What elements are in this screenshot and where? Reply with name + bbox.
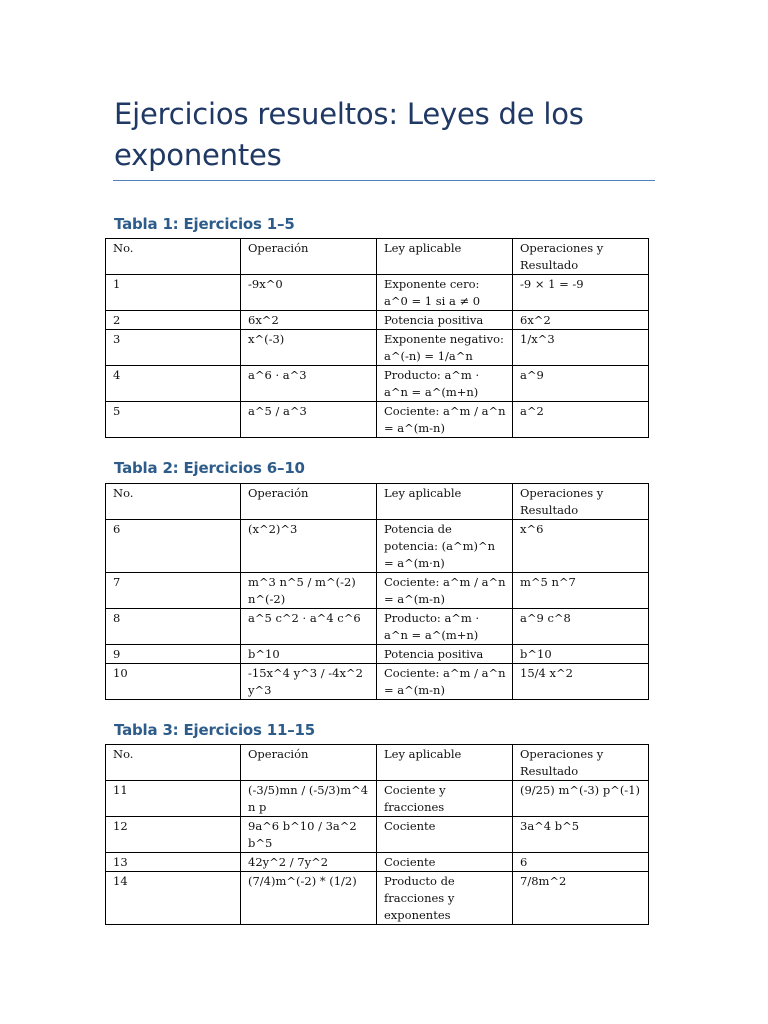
cell-no: 14: [106, 872, 241, 925]
cell-no: 9: [106, 645, 241, 664]
header-row: [106, 484, 649, 520]
table-row: [106, 664, 649, 700]
cell-no: 8: [106, 609, 241, 645]
cell-no: 12: [106, 817, 241, 853]
cell-resultado: a^2: [513, 402, 649, 438]
cell-operacion: m^3 n^5 / m^(-2) n^(-2): [241, 573, 377, 609]
header-cell-no: No.: [106, 239, 241, 275]
cell-resultado: (9/25) m^(-3) p^(-1): [513, 781, 649, 817]
header-cell-operacion: Operación: [241, 484, 377, 520]
cell-operacion: b^10: [241, 645, 377, 664]
header-cell-operacion: Operación: [241, 239, 377, 275]
cell-ley: Potencia positiva: [377, 645, 513, 664]
cell-ley: Producto: a^m · a^n = a^(m+n): [377, 609, 513, 645]
cell-resultado: a^9 c^8: [513, 609, 649, 645]
cell-operacion: a^6 · a^3: [241, 366, 377, 402]
cell-operacion: a^5 c^2 · a^4 c^6: [241, 609, 377, 645]
table-1-heading: Tabla 1: Ejercicios 1–5: [114, 215, 295, 233]
header-cell-ley: Ley aplicable: [377, 484, 513, 520]
cell-resultado: m^5 n^7: [513, 573, 649, 609]
cell-no: 5: [106, 402, 241, 438]
cell-operacion: a^5 / a^3: [241, 402, 377, 438]
table-row: [106, 645, 649, 664]
table-row: [106, 402, 649, 438]
table-row: [106, 330, 649, 366]
header-cell-resultado: Operaciones y Resultado: [513, 484, 649, 520]
cell-resultado: 6: [513, 853, 649, 872]
header-cell-ley: Ley aplicable: [377, 745, 513, 781]
cell-resultado: 7/8m^2: [513, 872, 649, 925]
header-cell-resultado: Operaciones y Resultado: [513, 745, 649, 781]
cell-operacion: (-3/5)mn / (-5/3)m^4 n p: [241, 781, 377, 817]
cell-operacion: -15x^4 y^3 / -4x^2 y^3: [241, 664, 377, 700]
header-cell-operacion: Operación: [241, 745, 377, 781]
table-row: [106, 311, 649, 330]
cell-operacion: (x^2)^3: [241, 520, 377, 573]
cell-ley: Producto de fracciones y exponentes: [377, 872, 513, 925]
table-2: [105, 483, 649, 700]
header-row: [106, 745, 649, 781]
cell-operacion: (7/4)m^(-2) * (1/2): [241, 872, 377, 925]
cell-ley: Cociente: a^m / a^n = a^(m-n): [377, 402, 513, 438]
cell-no: 1: [106, 275, 241, 311]
table-row: [106, 366, 649, 402]
table-row: [106, 781, 649, 817]
table-3-heading: Tabla 3: Ejercicios 11–15: [114, 721, 316, 739]
cell-operacion: -9x^0: [241, 275, 377, 311]
cell-ley: Cociente: a^m / a^n = a^(m-n): [377, 573, 513, 609]
cell-no: 7: [106, 573, 241, 609]
cell-no: 2: [106, 311, 241, 330]
header-row: [106, 239, 649, 275]
cell-resultado: a^9: [513, 366, 649, 402]
cell-ley: Cociente: [377, 853, 513, 872]
page-title: Ejercicios resueltos: Leyes de los exponentes: [114, 97, 584, 172]
cell-ley: Potencia de potencia: (a^m)^n = a^(m·n): [377, 520, 513, 573]
table-row: [106, 573, 649, 609]
table-row: [106, 853, 649, 872]
cell-resultado: -9 × 1 = -9: [513, 275, 649, 311]
cell-ley: Producto: a^m · a^n = a^(m+n): [377, 366, 513, 402]
cell-operacion: 6x^2: [241, 311, 377, 330]
table-row: [106, 609, 649, 645]
cell-operacion: x^(-3): [241, 330, 377, 366]
cell-resultado: 3a^4 b^5: [513, 817, 649, 853]
table-row: [106, 520, 649, 573]
cell-ley: Cociente y fracciones: [377, 781, 513, 817]
cell-no: 6: [106, 520, 241, 573]
table-2-heading: Tabla 2: Ejercicios 6–10: [114, 459, 305, 477]
table-1: [105, 238, 649, 438]
cell-no: 13: [106, 853, 241, 872]
cell-ley: Exponente negativo: a^(-n) = 1/a^n: [377, 330, 513, 366]
header-cell-ley: Ley aplicable: [377, 239, 513, 275]
cell-ley: Potencia positiva: [377, 311, 513, 330]
cell-resultado: 6x^2: [513, 311, 649, 330]
cell-operacion: 9a^6 b^10 / 3a^2 b^5: [241, 817, 377, 853]
cell-operacion: 42y^2 / 7y^2: [241, 853, 377, 872]
cell-no: 3: [106, 330, 241, 366]
header-cell-resultado: Operaciones y Resultado: [513, 239, 649, 275]
header-cell-no: No.: [106, 484, 241, 520]
cell-resultado: x^6: [513, 520, 649, 573]
cell-no: 10: [106, 664, 241, 700]
cell-ley: Cociente: a^m / a^n = a^(m-n): [377, 664, 513, 700]
cell-resultado: 1/x^3: [513, 330, 649, 366]
title-underline: [113, 180, 655, 181]
table-row: [106, 872, 649, 925]
cell-resultado: b^10: [513, 645, 649, 664]
header-cell-no: No.: [106, 745, 241, 781]
cell-ley: Exponente cero: a^0 = 1 si a ≠ 0: [377, 275, 513, 311]
cell-ley: Cociente: [377, 817, 513, 853]
table-3: [105, 744, 649, 925]
cell-resultado: 15/4 x^2: [513, 664, 649, 700]
table-row: [106, 275, 649, 311]
table-row: [106, 817, 649, 853]
cell-no: 11: [106, 781, 241, 817]
cell-no: 4: [106, 366, 241, 402]
